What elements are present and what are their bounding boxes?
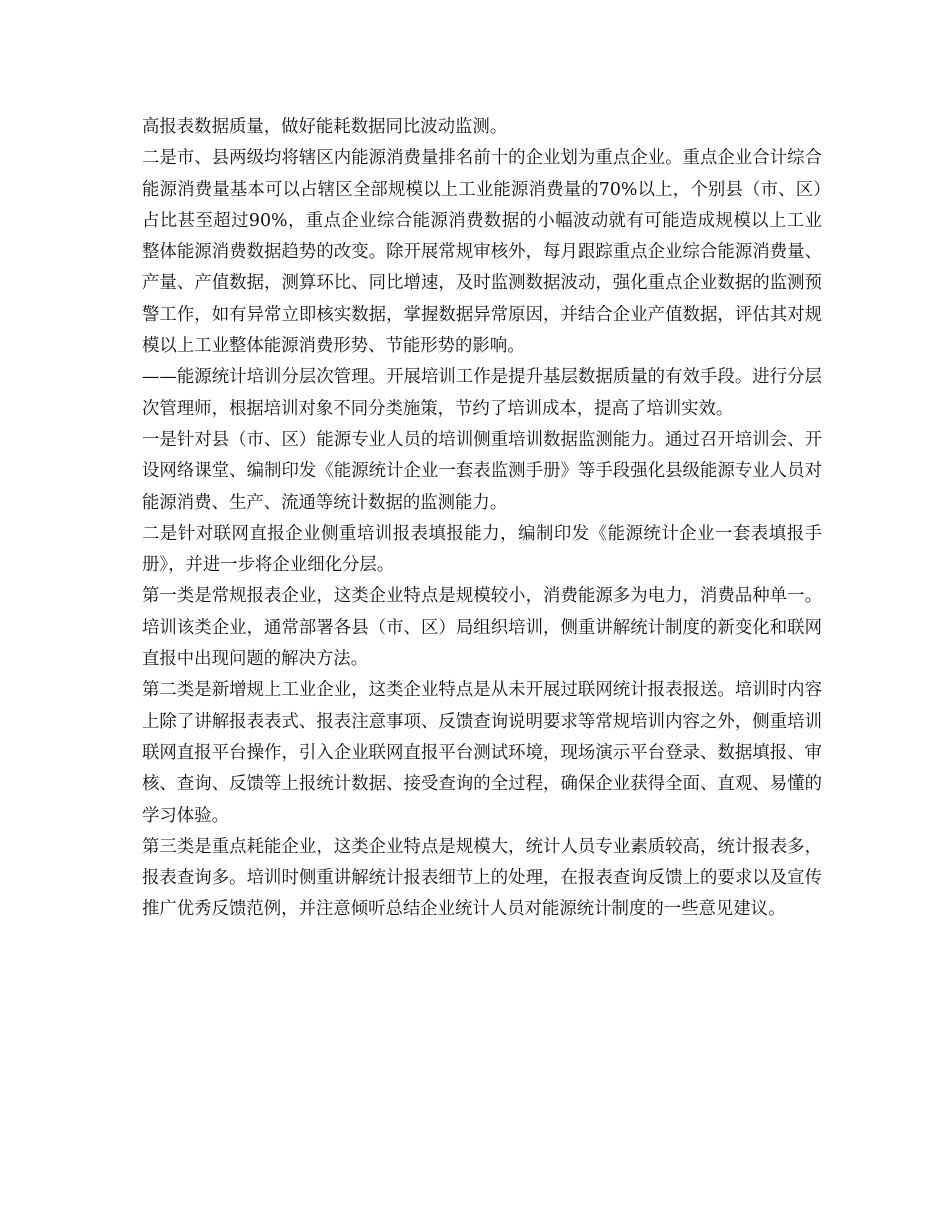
document-body (142, 112, 822, 926)
paragraph-7: 第二类是新增规上工业企业，这类企业特点是从未开展过联网统计报表报送。培训时内容上除了讲解报表表式、报表注意事项、反馈查询说明要求等常规培训内容之外，侧重培训联网直报平台操作，引入企业联网直报平台测试环境，现场演示平台登录、数据填报、审核、查询、反馈等上报统计数据、接受查询的全过程，确保企业获得全面、直观、易懂的学习体验。 (142, 680, 822, 826)
paragraph-1: 高报表数据质量，做好能耗数据同比波动监测。 (142, 117, 508, 137)
paragraph-4: 一是针对县（市、区）能源专业人员的培训侧重培训数据监测能力。通过召开培训会、开设网络课堂、编制印发《能源统计企业一套表监测手册》等手段强化县级能源专业人员对能源消费、生产、流通等统计数据的监测能力。 (142, 429, 822, 513)
paragraph-5: 二是针对联网直报企业侧重培训报表填报能力，编制印发《能源统计企业一套表填报手册》，并进一步将企业细化分层。 (142, 523, 822, 576)
paragraph-8: 第三类是重点耗能企业，这类企业特点是规模大，统计人员专业素质较高，统计报表多，报表查询多。培训时侧重讲解统计报表细节上的处理，在报表查询反馈上的要求以及宣传推广优秀反馈范例，并注意倾听总结企业统计人员对能源统计制度的一些意见建议。 (142, 836, 822, 920)
paragraph-2: 二是市、县两级均将辖区内能源消费量排名前十的企业划为重点企业。重点企业合计综合能源消费量基本可以占辖区全部规模以上工业能源消费量的70%以上，个别县（市、区）占比甚至超过90%，重点企业综合能源消费数据的小幅波动就有可能造成规模以上工业整体能源消费数据趋势的改变。除开展常规审核外，每月跟踪重点企业综合能源消费量、产量、产值数据，测算环比、同比增速，及时监测数据波动，强化重点企业数据的监测预警工作，如有异常立即核实数据，掌握数据异常原因，并结合企业产值数据，评估其对规模以上工业整体能源消费形势、节能形势的影响。 (142, 148, 822, 357)
paragraph-3: ——能源统计培训分层次管理。开展培训工作是提升基层数据质量的有效手段。进行分层次管理师，根据培训对象不同分类施策，节约了培训成本，提高了培训实效。 (142, 367, 822, 419)
paragraph-6: 第一类是常规报表企业，这类企业特点是规模较小，消费能源多为电力，消费品种单一。培训该类企业，通常部署各县（市、区）局组织培训，侧重讲解统计制度的新变化和联网直报中出现问题的解决方法。 (142, 586, 822, 670)
